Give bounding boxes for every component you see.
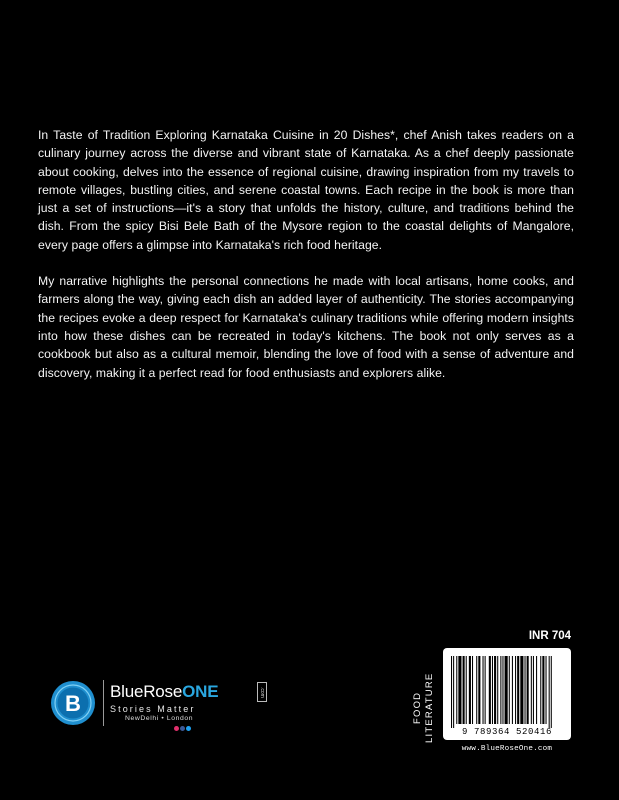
barcode-bar bbox=[476, 656, 477, 724]
publisher-name bbox=[110, 682, 218, 702]
barcode-bar bbox=[469, 656, 471, 724]
barcode-bar bbox=[515, 656, 516, 724]
instagram-icon bbox=[174, 726, 179, 731]
barcode-bar bbox=[472, 656, 473, 724]
barcode-bar bbox=[458, 656, 461, 724]
blurb-paragraph-1: In Taste of Tradition Exploring Karnataka Cuisine in 20 Dishes*, chef Anish takes readers on a culinary journey across the diverse and vibrant state of Karnataka. As a chef deeply passionate about cooking, delves into the essence of regional cuisine, drawing inspiration from my travels to remote villages, bustling cities, and serene coastal towns. Each recipe in the book is more than just a set of instructions—it's a story that unfolds the history, culture, and traditions behind the dish. From the spicy Bisi Bele Bath of the Mysore region to the coastal delights of Mangalore, every page offers a glimpse into Karnataka's rich food heritage. bbox=[38, 128, 574, 252]
publisher-website: www.BlueRoseOne.com bbox=[461, 745, 553, 753]
barcode-bar bbox=[453, 656, 454, 728]
barcode-bar bbox=[549, 656, 550, 728]
barcode-bar bbox=[500, 656, 501, 724]
isbn-barcode bbox=[443, 648, 571, 740]
twitter-icon bbox=[186, 726, 191, 731]
genre-label bbox=[412, 652, 440, 764]
blurb-paragraph-2: My narrative highlights the personal connections he made with local artisans, home cooks, and farmers along the way, giving each dish an added layer of authenticity. The stories accompanying the recipes evoke a deep respect for Karnataka's culinary traditions while offering modern insights into how these dishes can be recreated in today's kitchens. The book not only serves as a cookbook but also as a cultural memoir, blending the love of food with a sense of adventure and discovery, making it a perfect read for food enthusiasts and explorers alike. bbox=[38, 274, 574, 380]
logo-letter: B bbox=[65, 691, 81, 716]
genre-line-1: FOOD bbox=[412, 691, 423, 725]
publisher-cities: NewDelhi • London bbox=[125, 715, 194, 722]
barcode-bar bbox=[451, 656, 452, 728]
barcode-bar bbox=[497, 656, 498, 724]
back-cover-blurb bbox=[38, 126, 574, 382]
publisher-name-part-1: BlueRose bbox=[110, 682, 183, 701]
barcode-bar bbox=[463, 656, 465, 724]
genre-line-2: LITERATURE bbox=[424, 672, 435, 744]
barcode-bar bbox=[509, 656, 510, 724]
barcode-bar bbox=[517, 656, 519, 724]
barcode-bar bbox=[489, 656, 491, 724]
barcode-bar bbox=[525, 656, 526, 724]
barcode-bar bbox=[531, 656, 532, 724]
facebook-icon bbox=[180, 726, 185, 731]
price-label: INR 704 bbox=[528, 630, 571, 642]
barcode-bar bbox=[551, 656, 552, 728]
barcode-bar bbox=[512, 656, 513, 724]
isbn-number: 9 789364 520416 bbox=[461, 727, 552, 737]
barcode-bar bbox=[502, 656, 503, 724]
domain-suffix: .com bbox=[257, 682, 267, 702]
publisher-name-part-2: ONE bbox=[182, 682, 219, 701]
barcode-bar bbox=[483, 656, 484, 724]
barcode-bar bbox=[478, 656, 480, 724]
barcode-bar bbox=[546, 656, 547, 724]
barcode-bar bbox=[536, 656, 537, 724]
barcode-bar bbox=[505, 656, 508, 724]
barcode-bar bbox=[456, 656, 457, 724]
publisher-logo bbox=[50, 676, 290, 766]
publisher-tagline: Stories Matter bbox=[110, 704, 196, 714]
logo-divider bbox=[103, 680, 104, 726]
social-icons bbox=[174, 726, 191, 731]
barcode-bar bbox=[520, 656, 523, 724]
barcode-bar bbox=[542, 656, 544, 724]
barcode-bar bbox=[540, 656, 541, 724]
barcode-bar bbox=[533, 656, 534, 724]
bluerose-logo-icon bbox=[50, 680, 96, 726]
barcode-bar bbox=[492, 656, 493, 724]
barcode-bar bbox=[527, 656, 529, 724]
barcode-bar bbox=[485, 656, 486, 724]
barcode-bar bbox=[494, 656, 496, 724]
barcode-bar bbox=[466, 656, 467, 724]
